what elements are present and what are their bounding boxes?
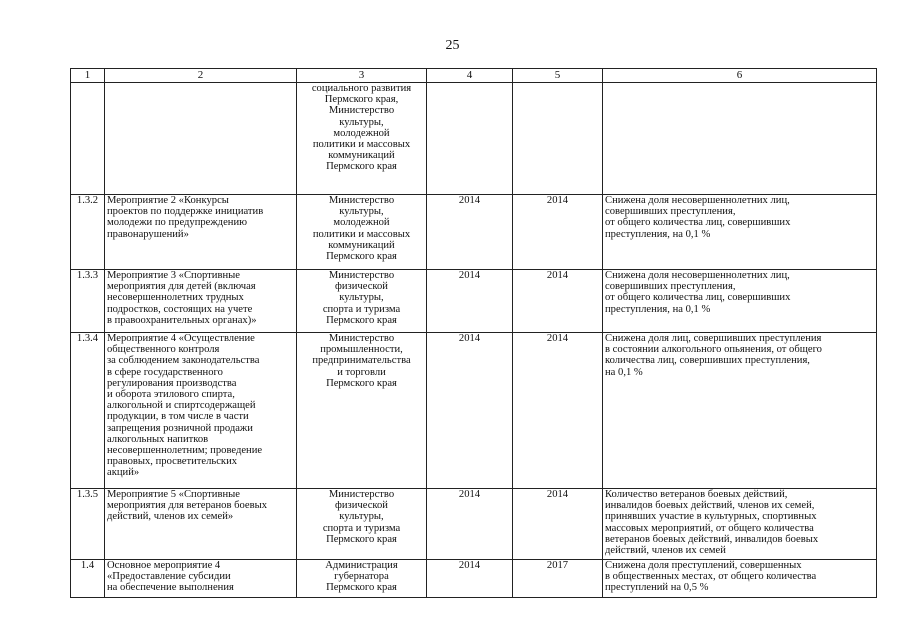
end-year-text: 2014 <box>546 270 569 281</box>
table-row <box>71 195 877 270</box>
end-year <box>513 333 603 489</box>
end-year <box>513 83 603 195</box>
column-header: 4 <box>427 69 513 83</box>
table-row <box>71 489 877 560</box>
expected-result-text: Снижена доля несовершеннолетних лиц, совершивших преступления, от общего количества лиц, совершивших преступления, на 0,1 % <box>605 195 791 240</box>
measure-name-text: Мероприятие 5 «Спортивные мероприятия для ветеранов боевых действий, членов их семей» <box>107 489 268 523</box>
measure-name <box>105 270 297 333</box>
row-number <box>71 83 105 195</box>
executor-text: Министерство физической культуры, спорта и туризма Пермского края <box>322 489 401 545</box>
measures-table <box>70 68 877 598</box>
row-number <box>71 489 105 560</box>
expected-result-text: Количество ветеранов боевых действий, инвалидов боевых действий, членов их семей, принявших участие в культурных, спортивных массовых мероприятий, от общего количества ветеранов боевых действий, инвалидов боевых действий, членов их семей <box>605 489 819 557</box>
expected-result <box>603 83 877 195</box>
executor <box>297 83 427 195</box>
start-year <box>427 83 513 195</box>
end-year <box>513 270 603 333</box>
measure-name <box>105 560 297 598</box>
row-number <box>71 195 105 270</box>
expected-result-text: Снижена доля лиц, совершивших преступления в состоянии алкогольного опьянения, от общего количества лиц, совершивших преступления, на 0,1 % <box>605 333 822 378</box>
row-number-text: 1.3.3 <box>76 270 99 281</box>
executor <box>297 270 427 333</box>
start-year-text: 2014 <box>458 270 481 281</box>
executor <box>297 560 427 598</box>
expected-result <box>603 560 877 598</box>
start-year-text: 2014 <box>458 560 481 571</box>
table-row <box>71 560 877 598</box>
end-year <box>513 195 603 270</box>
column-header: 1 <box>71 69 105 83</box>
row-number-text: 1.3.2 <box>76 195 99 206</box>
expected-result <box>603 270 877 333</box>
measure-name <box>105 333 297 489</box>
row-number <box>71 333 105 489</box>
start-year <box>427 270 513 333</box>
measure-name-text: Основное мероприятие 4 «Предоставление субсидии на обеспечение выполнения <box>107 560 234 594</box>
expected-result-text: Снижена доля преступлений, совершенных в общественных местах, от общего количества преступлений на 0,5 % <box>605 560 817 594</box>
start-year <box>427 195 513 270</box>
measure-name <box>105 83 297 195</box>
row-number-text: 1.3.5 <box>76 489 99 500</box>
page-number: 25 <box>445 38 460 53</box>
column-header: 2 <box>105 69 297 83</box>
measure-name <box>105 195 297 270</box>
start-year <box>427 560 513 598</box>
row-number-text: 1.3.4 <box>76 333 99 344</box>
measure-name-text: Мероприятие 4 «Осуществление общественного контроля за соблюдением законодательства в сфере государственного регулирования производства и оборота этилового спирта, алкогольной и спиртсодержащей продукции, в том числе в части запрещения розничной продажи алкогольных напитков несовершеннолетним; проведение правовых, просветительских акций» <box>107 333 263 479</box>
executor <box>297 333 427 489</box>
end-year <box>513 560 603 598</box>
table-row <box>71 83 877 195</box>
column-header: 5 <box>513 69 603 83</box>
start-year-text: 2014 <box>458 333 481 344</box>
executor-text: Министерство физической культуры, спорта и туризма Пермского края <box>322 270 401 326</box>
expected-result <box>603 333 877 489</box>
executor-text: Министерство культуры, молодежной политики и массовых коммуникаций Пермского края <box>312 195 411 263</box>
executor <box>297 195 427 270</box>
end-year-text: 2014 <box>546 489 569 500</box>
start-year <box>427 489 513 560</box>
end-year-text: 2014 <box>546 333 569 344</box>
start-year-text: 2014 <box>458 489 481 500</box>
executor-text: Министерство промышленности, предпринимательства и торговли Пермского края <box>312 333 411 389</box>
table-row <box>71 333 877 489</box>
end-year <box>513 489 603 560</box>
executor-text: Администрация губернатора Пермского края <box>325 560 398 594</box>
end-year-text: 2017 <box>546 560 569 571</box>
measure-name-text: Мероприятие 3 «Спортивные мероприятия для детей (включая несовершеннолетних трудных подростков, состоящих на учете в правоохранительных органах)» <box>107 270 257 326</box>
row-number-text: 1.4 <box>80 560 95 571</box>
executor-text: социального развития Пермского края, Министерство культуры, молодежной политики и массовых коммуникаций Пермского края <box>311 83 412 173</box>
executor <box>297 489 427 560</box>
table-row <box>71 270 877 333</box>
row-number <box>71 560 105 598</box>
table-header-row <box>71 69 877 83</box>
end-year-text: 2014 <box>546 195 569 206</box>
expected-result-text: Снижена доля несовершеннолетних лиц, совершивших преступления, от общего количества лиц, совершивших преступления, на 0,1 % <box>605 270 791 315</box>
expected-result <box>603 489 877 560</box>
start-year-text: 2014 <box>458 195 481 206</box>
column-header: 3 <box>297 69 427 83</box>
row-number <box>71 270 105 333</box>
measure-name <box>105 489 297 560</box>
column-header: 6 <box>603 69 877 83</box>
start-year <box>427 333 513 489</box>
measure-name-text: Мероприятие 2 «Конкурсы проектов по поддержке инициатив молодежи по предупреждению правонарушений» <box>107 195 264 240</box>
expected-result <box>603 195 877 270</box>
